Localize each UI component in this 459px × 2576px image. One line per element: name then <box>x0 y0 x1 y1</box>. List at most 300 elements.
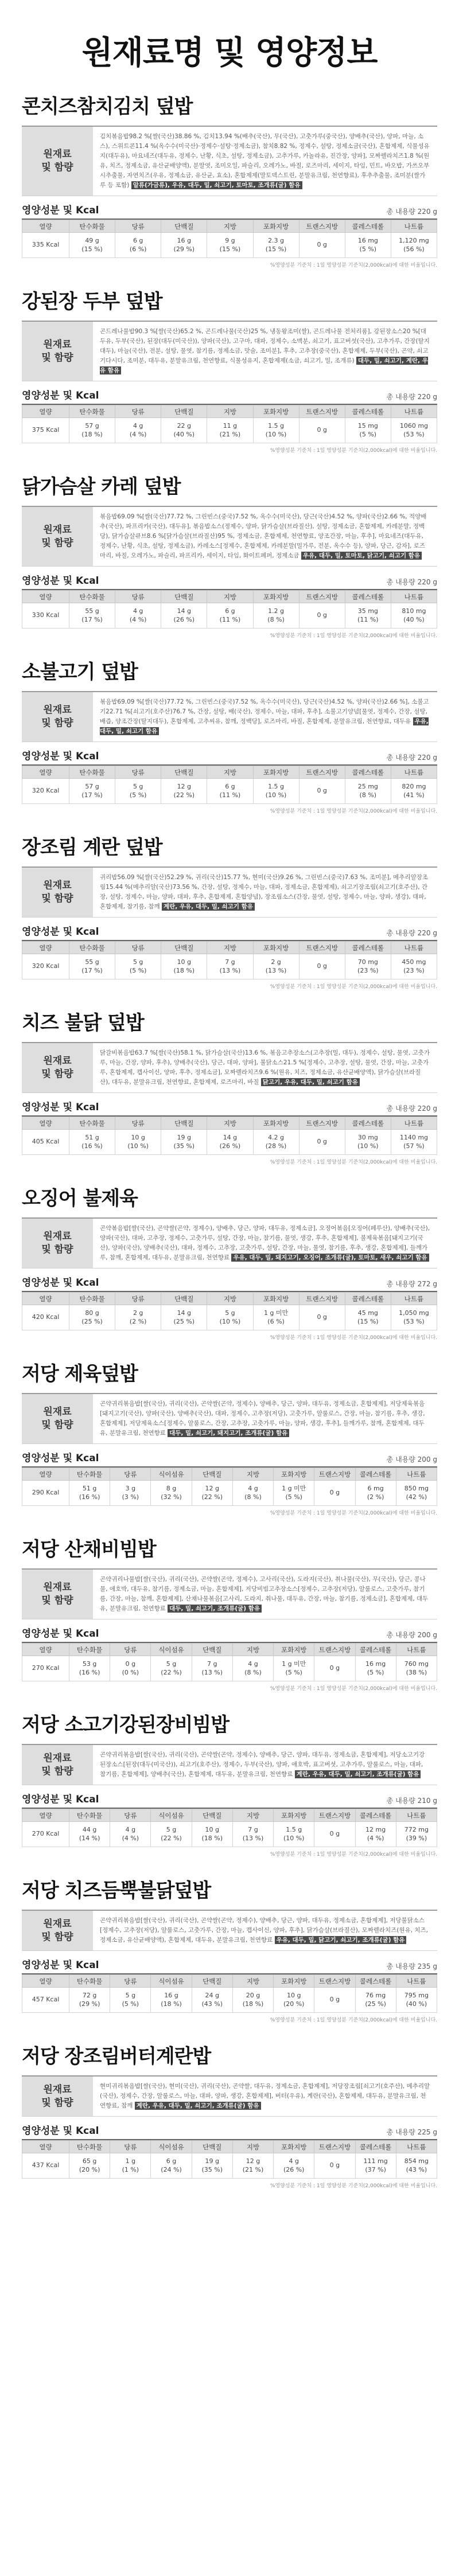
nutrition-value: 1.2 g (8 %) <box>253 603 299 629</box>
nutrition-table <box>22 1809 437 1847</box>
ingredients-label: 원재료 및 함량 <box>22 1394 93 1443</box>
nutrition-header-row <box>22 1293 437 1305</box>
nutrition-title: 영양성분 및 Kcal <box>22 575 99 587</box>
product-section <box>0 656 459 814</box>
nutrition-value: 0 g <box>299 954 345 979</box>
nutrition-value: 0 g <box>299 1305 345 1330</box>
product-section <box>0 1533 459 1692</box>
ingredients-label: 원재료 및 함량 <box>22 1219 93 1268</box>
nutrition-header <box>22 1625 437 1643</box>
nutrition-value: 330 Kcal <box>22 603 69 629</box>
nutrition-value: 20 g (18 %) <box>232 1988 273 2013</box>
nutrition-column-header: 포화지방 <box>253 1293 299 1305</box>
nutrition-value: 3 g (3 %) <box>110 1481 151 1506</box>
total-weight: 총 내용량 200 g <box>386 1631 437 1639</box>
nutrition-column-header: 트랜스지방 <box>299 942 345 954</box>
nutrition-value: 320 Kcal <box>22 954 69 979</box>
product-section <box>0 1358 459 1516</box>
nutrition-column-header: 지방 <box>207 1117 253 1130</box>
nutrition-value: 6 g (11 %) <box>207 779 253 804</box>
nutrition-column-header: 탄수화물 <box>69 766 115 779</box>
nutrition-column-header: 포화지방 <box>253 942 299 954</box>
nutrition-header <box>22 1450 437 1467</box>
nutrition-column-header: 탄수화물 <box>69 1809 110 1822</box>
nutrition-table <box>22 220 437 258</box>
nutrition-header <box>22 572 437 590</box>
nutrition-header-row <box>22 766 437 779</box>
nutrition-value: 76 mg (25 %) <box>355 1988 396 2013</box>
nutrition-header-row <box>22 2141 437 2153</box>
nutrition-header-row <box>22 220 437 233</box>
nutrition-column-header: 지방 <box>207 942 253 954</box>
nutrition-column-header: 콜레스테롤 <box>345 405 391 418</box>
nutrition-header-row <box>22 1117 437 1130</box>
nutrition-title: 영양성분 및 Kcal <box>22 390 99 401</box>
ingredients-row <box>22 127 437 196</box>
nutrition-column-header: 단백질 <box>192 1468 232 1481</box>
nutrition-header <box>22 1274 437 1292</box>
allergy-badge: 대두, 밀, 쇠고기, 계란, 우유 함유 <box>100 357 428 374</box>
nutrition-column-header: 콜레스테롤 <box>355 1644 396 1656</box>
reference-note: %영양성분 기준치 : 1일 영양성분 기준치(2,000kcal)에 대한 비율입니다. <box>270 809 437 814</box>
total-weight: 총 내용량 235 g <box>386 1962 437 1970</box>
nutrition-column-header: 당류 <box>110 1644 151 1656</box>
nutrition-column-header: 탄수화물 <box>69 1293 115 1305</box>
nutrition-header <box>22 1791 437 1809</box>
nutrition-column-header: 식이섬유 <box>151 1468 192 1481</box>
nutrition-value: 25 mg (8 %) <box>345 779 391 804</box>
nutrition-value: 16 mg (5 %) <box>345 233 391 258</box>
nutrition-column-header: 지방 <box>207 591 253 603</box>
ingredients-label: 원재료 및 함량 <box>22 868 93 917</box>
product-section <box>0 91 459 268</box>
reference-note: %영양성분 기준치 : 1일 영양성분 기준치(2,000kcal)에 대한 비율입니다. <box>270 1160 437 1165</box>
reference-note: %영양성분 기준치 : 1일 영양성분 기준치(2,000kcal)에 대한 비율입니다. <box>270 633 437 639</box>
product-name: 저당 제육덮밥 <box>22 1358 437 1394</box>
nutrition-value: 0 g <box>314 1822 355 1847</box>
product-section <box>0 471 459 639</box>
nutrition-value: 0 g <box>299 603 345 629</box>
nutrition-value: 53 g (16 %) <box>69 1656 110 1681</box>
nutrition-table <box>22 1117 437 1155</box>
ingredients-label: 원재료 및 함량 <box>22 1745 93 1785</box>
ingredients-label: 원재료 및 함량 <box>22 507 93 566</box>
ingredients-row <box>22 868 437 918</box>
allergy-badge: 닭고기, 우유, 대두, 밀, 쇠고기 함유 <box>261 1078 360 1086</box>
ingredients-row <box>22 1219 437 1269</box>
product-name: 소불고기 덮밥 <box>22 656 437 692</box>
nutrition-header-row <box>22 1468 437 1481</box>
nutrition-value: 1,120 mg (56 %) <box>391 233 437 258</box>
ingredients-text <box>93 507 437 566</box>
product-section <box>0 286 459 454</box>
nutrition-column-header: 지방 <box>207 405 253 418</box>
nutrition-column-header: 당류 <box>115 591 161 603</box>
ingredients-text <box>93 1043 437 1092</box>
nutrition-value: 65 g (20 %) <box>69 2153 110 2179</box>
nutrition-value: 5 g (5 %) <box>110 1988 151 2013</box>
nutrition-value: 12 g (21 %) <box>232 2153 273 2179</box>
allergy-badge: 계란, 우유, 대두, 밀, 쇠고기, 조개류(굴) 함유 <box>295 1770 421 1778</box>
nutrition-value: 420 Kcal <box>22 1305 69 1330</box>
nutrition-table <box>22 405 437 443</box>
nutrition-column-header: 지방 <box>232 1468 273 1481</box>
nutrition-column-header: 탄수화물 <box>69 591 115 603</box>
nutrition-value: 57 g (17 %) <box>69 779 115 804</box>
nutrition-header-row <box>22 1809 437 1822</box>
nutrition-value: 4 g (4 %) <box>115 603 161 629</box>
nutrition-value: 1,050 mg (53 %) <box>391 1305 437 1330</box>
nutrition-value: 7 g (13 %) <box>192 1656 232 1681</box>
nutrition-column-header: 트랜스지방 <box>299 220 345 233</box>
ingredients-row <box>22 1394 437 1444</box>
page-title: 원재료명 및 영양정보 <box>81 34 378 72</box>
total-weight: 총 내용량 220 g <box>386 393 437 401</box>
nutrition-column-header: 트랜스지방 <box>299 591 345 603</box>
ingredients-row <box>22 2077 437 2117</box>
ingredients-list: 곤약귀리볶음밥[쌀(국산), 귀리(국산), 곤약쌀(곤약, 정제수), 양배추, 당근, 양파, 대두유, 정제소금, 혼합제제], 저당불닭소스[정제수, 고추장(저당), 알룰로스, 고춧가루, 간장, 마늘, 캡사이신, 양파, 후추], 닭가슴살(브라질산), 모짜렐라치즈(원유, 치즈, 정제소금, 유산균배양액), 혼합제제, 대두유, 분말유크림, 천연향료 <box>100 1917 429 1943</box>
nutrition-value: 0 g <box>299 233 345 258</box>
nutrition-table <box>22 2140 437 2179</box>
ingredients-label: 원재료 및 함량 <box>22 1911 93 1950</box>
ingredients-text <box>93 322 437 381</box>
nutrition-value: 4 g (4 %) <box>115 418 161 443</box>
nutrition-value: 11 g (21 %) <box>207 418 253 443</box>
nutrition-value: 1.5 g (10 %) <box>274 1822 314 1847</box>
nutrition-column-header: 열량 <box>22 1644 69 1656</box>
nutrition-header-row <box>22 942 437 954</box>
ingredients-row <box>22 507 437 567</box>
nutrition-value: 44 g (14 %) <box>69 1822 110 1847</box>
nutrition-value-row <box>22 1656 437 1681</box>
ingredients-list: 곤드레나물밥90.3 %[쌀(국산)65.2 %, 곤드레나물(국산)25 %, 냉동왕조미(쌀), 곤드레나물 전처리품], 강된장소스20 %[대두유, 두부(국산), 된장(대두(미국산)), 양파(국산), 고구마, 대파, 정제수, 소맥분, 쇠고기, 표고버섯(국산), 고추가루, 간장(탈지대두), 마늘(국산), 전분, 설탕, 물엿, 참기름, 정제소금, 맛술, 조미분], 후추, 고추장(중국산), 혼합제제, 두부(국산), 곤약, 쇠고기다시다, 조미분, 대두유, 분말유크림, 천연향료, 식물성유지, 혼합제제(소금, 쇠고기, 밀, 조개류) <box>100 328 430 364</box>
nutrition-column-header: 당류 <box>110 2141 151 2153</box>
nutrition-column-header: 콜레스테롤 <box>345 220 391 233</box>
nutrition-column-header: 포화지방 <box>274 1809 314 1822</box>
nutrition-column-header: 당류 <box>115 220 161 233</box>
ingredients-row <box>22 1745 437 1785</box>
nutrition-value: 4 g (4 %) <box>110 1822 151 1847</box>
nutrition-value-row <box>22 1130 437 1155</box>
nutrition-header-row <box>22 1975 437 1988</box>
ingredients-list: 볶음밥69.09 %[쌀(국산)77.72 %, 그린빈스(중국)7.52 %, 옥수수(미국산), 당근(국산)4.52 %, 양파(국산)2.66 %], 소불고기22.71 %[쇠고기(호주산)76.7 %, 간장, 설탕, 배(국산), 정제수, 마늘, 대파, 후추], 소불고기양념[물엿, 정제수, 간장, 설탕, 배즙, 양조간장(탈지대두), 혼합제제, 고추씨유, 참깨, 정백당], 로즈마리, 바질, 혼합제제, 분말유크림, 천연향료, 대두유 <box>100 698 429 725</box>
product-list <box>0 91 459 2189</box>
nutrition-title: 영양성분 및 Kcal <box>22 1794 99 1805</box>
nutrition-column-header: 포화지방 <box>253 405 299 418</box>
nutrition-column-header: 열량 <box>22 1293 69 1305</box>
nutrition-title: 영양성분 및 Kcal <box>22 926 99 938</box>
ingredients-list: 곤약귀리볶음밥[쌀(국산), 귀리(국산), 곤약쌀(곤약, 정제수), 양배추, 당근, 양파, 대두유, 정제소금, 혼합제제], 저당소고기강된장소스[된장(대두(미국산)), 쇠고기(호주산), 정제수, 두부(국산), 양파, 애호박, 표고버섯, 고추가루, 알룰로스, 마늘, 대파, 참기름, 혼합제제], 양배추(국산), 혼합제제, 대두유, 분말유크림, 천연향료 <box>100 1751 425 1778</box>
nutrition-table <box>22 1643 437 1681</box>
nutrition-value: 22 g (40 %) <box>161 418 207 443</box>
nutrition-column-header: 콜레스테롤 <box>345 1293 391 1305</box>
product-section <box>0 1709 459 1857</box>
nutrition-value: 12 g (22 %) <box>192 1481 232 1506</box>
total-weight: 총 내용량 272 g <box>386 1280 437 1288</box>
nutrition-value: 49 g (15 %) <box>69 233 115 258</box>
product-name: 강된장 두부 덮밥 <box>22 286 437 322</box>
allergy-badge: 계란, 우유, 대두, 밀, 쇠고기, 조개류(굴) 함유 <box>135 2102 261 2110</box>
ingredients-row <box>22 322 437 381</box>
nutrition-column-header: 단백질 <box>192 1975 232 1988</box>
nutrition-column-header: 식이섬유 <box>151 2141 192 2153</box>
nutrition-value: 772 mg (39 %) <box>396 1822 437 1847</box>
nutrition-value: 15 mg (5 %) <box>345 418 391 443</box>
nutrition-value: 24 g (43 %) <box>192 1988 232 2013</box>
total-weight: 총 내용량 220 g <box>386 929 437 937</box>
nutrition-value: 35 mg (11 %) <box>345 603 391 629</box>
nutrition-value: 320 Kcal <box>22 779 69 804</box>
ingredients-text <box>93 1745 437 1785</box>
ingredients-row <box>22 692 437 742</box>
nutrition-title: 영양성분 및 Kcal <box>22 1960 99 1971</box>
allergy-badge: 대두, 밀, 쇠고기, 조개류(굴) 함유 <box>168 1605 262 1613</box>
nutrition-value: 51 g (16 %) <box>69 1481 110 1506</box>
nutrition-column-header: 콜레스테롤 <box>355 1809 396 1822</box>
nutrition-table <box>22 941 437 979</box>
ingredients-list: 현미귀리볶음밥[쌀(국산), 현미(국산), 귀리(국산), 곤약쌀, 대두유, 정제소금, 혼합제제], 저당장조림[쇠고기(호주산), 메추리알(국산), 정제수, 간장, 알룰로스, 마늘, 대파, 양파, 생강, 혼합제제], 버터(우유), 계란(국산), 혼합제제, 대두유, 분말유크림, 천연향료, 참깨 <box>100 2083 430 2109</box>
total-weight: 총 내용량 220 g <box>386 1104 437 1113</box>
allergy-badge: 우유, 대두, 밀, 쇠고기 함유 <box>100 718 429 735</box>
nutrition-value: 795 mg (40 %) <box>396 1988 437 2013</box>
nutrition-table <box>22 1292 437 1330</box>
nutrition-column-header: 나트륨 <box>396 1644 437 1656</box>
nutrition-column-header: 포화지방 <box>274 1468 314 1481</box>
total-weight: 총 내용량 200 g <box>386 1455 437 1463</box>
nutrition-value: 12 mg (4 %) <box>355 1822 396 1847</box>
nutrition-value: 0 g <box>299 779 345 804</box>
nutrition-value: 19 g (35 %) <box>161 1130 207 1155</box>
nutrition-value: 14 g (25 %) <box>161 1305 207 1330</box>
nutrition-value: 437 Kcal <box>22 2153 69 2179</box>
nutrition-value: 10 g (18 %) <box>161 954 207 979</box>
ingredients-list: 볶음밥69.09 %[쌀(국산)77.72 %, 그린빈스(중국)7.52 %, 옥수수(미국산), 당근(국산)4.52 %, 양파(국산)2.66 %, 적양배추(국산), 파프리카(국산), 대두유], 볶음밥소스(정제수, 양파, 닭가슴살(브라질산), 설탕, 정제소금, 혼합제제, 카레분말, 정백당), 닭가슴살큐브8.6 %[닭가슴살(브라질산)95 %, 정제소금, 혼합제제, 천연향료, 양조간장, 마늘, 후추], 마요네즈(대두유, 정제수, 난황, 식초, 설탕, 정제소금), 카레소스[정제수, 혼합제제, 카레분말(밀가루, 전분, 옥수수 등), 양파, 당근, 감자], 로즈마리, 바질, 오레가노, 파슬리, 파프리카, 세이지, 타임, 화이트페퍼, 정제소금 <box>100 513 427 559</box>
nutrition-header <box>22 748 437 766</box>
nutrition-column-header: 단백질 <box>161 766 207 779</box>
allergy-badge: 우유, 대두, 밀, 닭고기, 쇠고기, 조개류(굴) 함유 <box>275 1936 407 1944</box>
nutrition-column-header: 나트륨 <box>391 220 437 233</box>
nutrition-column-header: 콜레스테롤 <box>355 2141 396 2153</box>
nutrition-value: 5 g (22 %) <box>151 1656 192 1681</box>
ingredients-row <box>22 1043 437 1093</box>
nutrition-value: 7 g (13 %) <box>207 954 253 979</box>
nutrition-header <box>22 387 437 405</box>
nutrition-value: 16 g (29 %) <box>161 233 207 258</box>
ingredients-list: 김치볶음밥98.2 %[쌀(국산)38.86 %, 김치13.94 %(배추(국산), 무(국산), 고춧가루(중국산), 양배추(국산), 양파, 마늘, 소스), 스위트콘11.4 %(옥수수(미국산)·정제수·설탕·정제소금), 참치8.82 %, 정제수, 설탕, 정제소금(국산), 혼합제제, 식물성유지(대두유), 마요네즈(대두유, 정제수, 난황, 식초, 설탕, 정제소금), 고추가루, 카놀라유, 진간장, 양파], 모짜렐라치즈1.8 %(원유, 치즈, 정제소금, 유산균배양액), 분말엿, 조미오일, 파슬리, 오레가노, 바질, 로즈마리, 세이지, 타임, 민트, 바오밥, 가쓰오부시추출물, 자연치즈(우유, 정제소금, 유산균, 효소), 혼합제제(말토덱스트린, 분말유크림, 천연향료), 후추추출물, 조미분(쌀가루 등 포함) <box>100 133 430 189</box>
nutrition-title: 영양성분 및 Kcal <box>22 1453 99 1464</box>
nutrition-value: 5 g (5 %) <box>115 779 161 804</box>
nutrition-value: 1140 mg (57 %) <box>391 1130 437 1155</box>
nutrition-column-header: 단백질 <box>161 220 207 233</box>
nutrition-table <box>22 1974 437 2013</box>
nutrition-value-row <box>22 1822 437 1847</box>
product-name: 저당 산채비빔밥 <box>22 1533 437 1570</box>
nutrition-value-row <box>22 1305 437 1330</box>
nutrition-title: 영양성분 및 Kcal <box>22 2125 99 2137</box>
nutrition-column-header: 단백질 <box>161 1117 207 1130</box>
ingredients-label: 원재료 및 함량 <box>22 1043 93 1092</box>
nutrition-column-header: 당류 <box>110 1809 151 1822</box>
ingredients-text <box>93 1219 437 1268</box>
nutrition-column-header: 열량 <box>22 591 69 603</box>
nutrition-value: 8 g (32 %) <box>151 1481 192 1506</box>
nutrition-column-header: 식이섬유 <box>151 1644 192 1656</box>
nutrition-column-header: 당류 <box>115 405 161 418</box>
nutrition-value: 10 g (18 %) <box>192 1822 232 1847</box>
nutrition-column-header: 단백질 <box>192 1644 232 1656</box>
ingredients-text <box>93 1570 437 1619</box>
nutrition-value: 810 mg (40 %) <box>391 603 437 629</box>
product-name: 저당 장조림버터계란밥 <box>22 2040 437 2077</box>
nutrition-value: 5 g (5 %) <box>115 954 161 979</box>
nutrition-header-row <box>22 1644 437 1656</box>
reference-note: %영양성분 기준치 : 1일 영양성분 기준치(2,000kcal)에 대한 비율입니다. <box>270 1686 437 1692</box>
nutrition-value: 6 mg (2 %) <box>355 1481 396 1506</box>
nutrition-column-header: 지방 <box>232 1975 273 1988</box>
product-name: 치즈 불닭 덮밥 <box>22 1007 437 1043</box>
nutrition-column-header: 당류 <box>115 942 161 954</box>
nutrition-column-header: 포화지방 <box>253 766 299 779</box>
ingredients-label: 원재료 및 함량 <box>22 127 93 196</box>
nutrition-column-header: 콜레스테롤 <box>345 942 391 954</box>
nutrition-header <box>22 1099 437 1117</box>
nutrition-value: 57 g (18 %) <box>69 418 115 443</box>
reference-note: %영양성분 기준치 : 1일 영양성분 기준치(2,000kcal)에 대한 비율입니다. <box>270 2017 437 2023</box>
nutrition-value: 1 g 미만 (6 %) <box>253 1305 299 1330</box>
nutrition-column-header: 식이섬유 <box>151 1975 192 1988</box>
nutrition-column-header: 단백질 <box>192 1809 232 1822</box>
nutrition-value: 1.5 g (10 %) <box>253 418 299 443</box>
nutrition-column-header: 열량 <box>22 220 69 233</box>
nutrition-column-header: 나트륨 <box>391 1117 437 1130</box>
nutrition-column-header: 탄수화물 <box>69 1975 110 1988</box>
allergy-badge: 계란, 우유, 대두, 밀, 쇠고기 함유 <box>162 903 255 911</box>
ingredients-list: 곤약귀리볶음밥[쌀(국산), 귀리(국산), 곤약쌀(곤약, 정제수), 양배추, 당근, 양파, 대두유, 정제소금, 혼합제제], 저당제육볶음[돼지고기(국산), 양파(국산), 양배추(국산), 대파, 정제수, 고추장(저당), 고춧가루, 알룰로스, 간장, 마늘, 참기름, 후추, 생강, 혼합제제], 저당제육소스[정제수, 알룰로스, 간장, 고추장, 고춧가루, 마늘, 양파, 생강, 후추], 들깨가루, 참깨, 혼합제제, 대두유, 분말유크림, 천연향료 <box>100 1400 425 1437</box>
nutrition-value: 2.3 g (15 %) <box>253 233 299 258</box>
nutrition-value: 19 g (35 %) <box>192 2153 232 2179</box>
nutrition-column-header: 콜레스테롤 <box>355 1975 396 1988</box>
nutrition-value: 55 g (17 %) <box>69 603 115 629</box>
product-section <box>0 1875 459 2023</box>
nutrition-value: 5 g (10 %) <box>207 1305 253 1330</box>
nutrition-value: 9 g (15 %) <box>207 233 253 258</box>
nutrition-value: 30 mg (10 %) <box>345 1130 391 1155</box>
nutrition-column-header: 지방 <box>232 1809 273 1822</box>
nutrition-value: 7 g (13 %) <box>232 1822 273 1847</box>
nutrition-value: 80 g (25 %) <box>69 1305 115 1330</box>
total-weight: 총 내용량 210 g <box>386 1797 437 1805</box>
nutrition-column-header: 콜레스테롤 <box>345 591 391 603</box>
nutrition-header-row <box>22 405 437 418</box>
nutrition-column-header: 나트륨 <box>396 1468 437 1481</box>
nutrition-value-row <box>22 603 437 629</box>
nutrition-header-row <box>22 591 437 603</box>
nutrition-table <box>22 766 437 804</box>
reference-note: %영양성분 기준치 : 1일 영양성분 기준치(2,000kcal)에 대한 비율입니다. <box>270 2183 437 2189</box>
nutrition-value: 4 g (8 %) <box>232 1481 273 1506</box>
allergy-badge: 알류(가금류), 우유, 대두, 밀, 쇠고기, 토마토, 조개류(굴) 함유 <box>131 181 302 189</box>
nutrition-header <box>22 202 437 220</box>
nutrition-value: 4 g (26 %) <box>274 2153 314 2179</box>
nutrition-value-row <box>22 2153 437 2179</box>
nutrition-value: 10 g (10 %) <box>115 1130 161 1155</box>
nutrition-column-header: 나트륨 <box>396 2141 437 2153</box>
nutrition-column-header: 콜레스테롤 <box>355 1468 396 1481</box>
reference-note: %영양성분 기준치 : 1일 영양성분 기준치(2,000kcal)에 대한 비율입니다. <box>270 263 437 268</box>
nutrition-value: 270 Kcal <box>22 1656 69 1681</box>
ingredients-list: 곤약볶음밥[쌀(국산), 곤약쌀(곤약, 정제수), 양배추, 당근, 양파, 대두유, 정제소금], 오징어볶음[오징어(페루산), 양배추(국산), 양파(국산), 대파, 고추장, 정제수, 고춧가루, 설탕, 간장, 마늘, 참기름, 물엿, 생강, 후추, 혼합제제], 불제육볶음[돼지고기(국산), 양파(국산), 양배추(국산), 대파, 정제수, 고추장, 고춧가루, 설탕, 간장, 마늘, 물엿, 참기름, 후추, 생강, 혼합제제], 들깨가루, 참깨, 혼합제제, 대두유, 분말유크림, 천연향료 <box>100 1225 430 1261</box>
nutrition-column-header: 식이섬유 <box>151 1809 192 1822</box>
nutrition-value: 760 mg (38 %) <box>396 1656 437 1681</box>
nutrition-column-header: 콜레스테롤 <box>345 1117 391 1130</box>
nutrition-value: 1060 mg (53 %) <box>391 418 437 443</box>
product-name: 닭가슴살 카레 덮밥 <box>22 471 437 507</box>
nutrition-column-header: 탄수화물 <box>69 1644 110 1656</box>
ingredients-text <box>93 2077 437 2116</box>
nutrition-value: 14 g (26 %) <box>207 1130 253 1155</box>
ingredients-row <box>22 1570 437 1619</box>
nutrition-column-header: 포화지방 <box>253 1117 299 1130</box>
total-weight: 총 내용량 220 g <box>386 208 437 216</box>
nutrition-column-header: 지방 <box>232 1644 273 1656</box>
nutrition-table <box>22 1467 437 1506</box>
nutrition-column-header: 열량 <box>22 1975 69 1988</box>
total-weight: 총 내용량 220 g <box>386 754 437 762</box>
nutrition-column-header: 트랜스지방 <box>299 1117 345 1130</box>
nutrition-value: 1 g (1 %) <box>110 2153 151 2179</box>
nutrition-column-header: 열량 <box>22 2141 69 2153</box>
nutrition-column-header: 포화지방 <box>253 591 299 603</box>
nutrition-value-row <box>22 418 437 443</box>
product-name: 저당 소고기강된장비빔밥 <box>22 1709 437 1745</box>
nutrition-column-header: 지방 <box>207 1293 253 1305</box>
nutrition-column-header: 당류 <box>115 1293 161 1305</box>
nutrition-column-header: 지방 <box>207 766 253 779</box>
nutrition-value: 14 g (26 %) <box>161 603 207 629</box>
product-name: 오징어 불제육 <box>22 1182 437 1219</box>
ingredients-list: 닭갈비볶음밥63.7 %[쌀(국산)58.1 %, 닭가슴살(국산)13.6 %, 볶음고추장소스(고추장(밀, 대두), 정제수, 설탕, 물엿, 고춧가루, 마늘, 간장, 양파, 후추), 양배추(국산), 당근, 대파, 양파], 불닭소스21.5 %[정제수, 고추장, 설탕, 물엿, 간장, 마늘, 고춧가루, 혼합제제, 캡사이신, 양파, 후추, 정제소금], 모짜렐라치즈9.6 %(원유, 치즈, 정제소금, 유산균배양액), 닭가슴살(브라질산), 대두유, 분말유크림, 천연향료, 혼합제제, 로즈마리, 바질 <box>100 1049 430 1086</box>
product-name: 장조림 계란 덮밥 <box>22 832 437 868</box>
nutrition-value: 4.2 g (28 %) <box>253 1130 299 1155</box>
total-weight: 총 내용량 220 g <box>386 578 437 586</box>
nutrition-column-header: 탄수화물 <box>69 1468 110 1481</box>
ingredients-text <box>93 127 437 196</box>
nutrition-value: 820 mg (41 %) <box>391 779 437 804</box>
nutrition-title: 영양성분 및 Kcal <box>22 1628 99 1640</box>
nutrition-value: 2 g (2 %) <box>115 1305 161 1330</box>
nutrition-column-header: 단백질 <box>161 1293 207 1305</box>
allergy-badge: 대두, 밀, 쇠고기, 돼지고기, 조개류(굴) 함유 <box>168 1429 289 1437</box>
reference-note: %영양성분 기준치 : 1일 영양성분 기준치(2,000kcal)에 대한 비율입니다. <box>270 984 437 990</box>
nutrition-column-header: 나트륨 <box>391 942 437 954</box>
nutrition-column-header: 탄수화물 <box>69 405 115 418</box>
nutrition-column-header: 열량 <box>22 1117 69 1130</box>
nutrition-value: 450 mg (23 %) <box>391 954 437 979</box>
nutrition-column-header: 트랜스지방 <box>299 766 345 779</box>
nutrition-column-header: 콜레스테롤 <box>345 766 391 779</box>
nutrition-title: 영양성분 및 Kcal <box>22 751 99 762</box>
nutrition-value: 6 g (6 %) <box>115 233 161 258</box>
nutrition-column-header: 열량 <box>22 1468 69 1481</box>
nutrition-value-row <box>22 1481 437 1506</box>
nutrition-title: 영양성분 및 Kcal <box>22 205 99 216</box>
allergy-badge: 우유, 대두, 밀, 토마토, 닭고기, 쇠고기 함유 <box>301 552 422 560</box>
product-name: 콘치즈참치김치 덮밥 <box>22 91 437 127</box>
nutrition-value: 1.5 g (10 %) <box>253 779 299 804</box>
nutrition-column-header: 열량 <box>22 942 69 954</box>
nutrition-value: 0 g <box>314 1988 355 2013</box>
product-section <box>0 1007 459 1165</box>
